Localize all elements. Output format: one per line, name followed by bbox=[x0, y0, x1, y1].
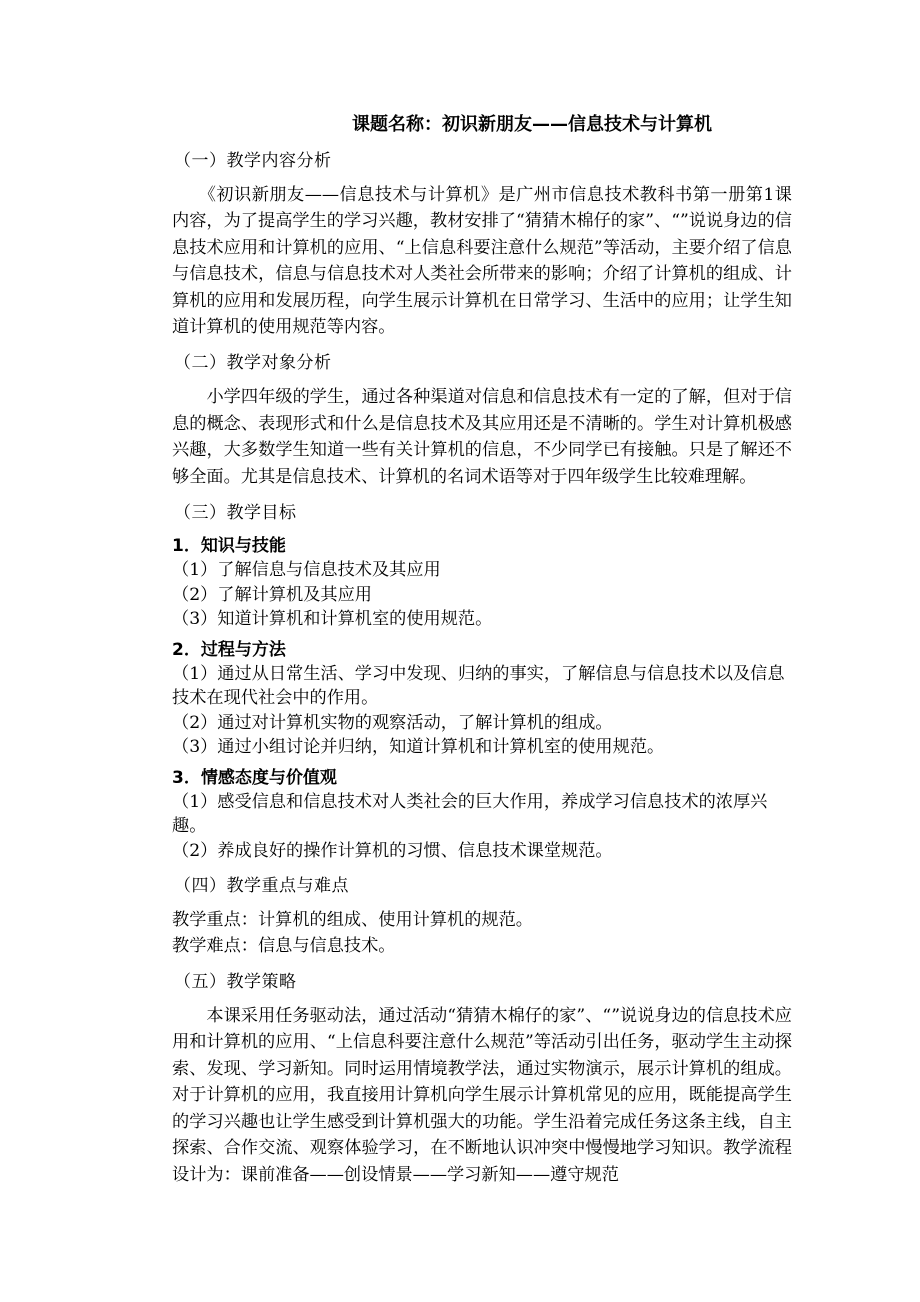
section-heading-key-points: （四）教学重点与难点 bbox=[174, 876, 349, 897]
list-item: （1）通过从日常生活、学习中发现、归纳的事实，了解信息与信息技术以及信息技术在现代社会中的作用。 bbox=[172, 663, 785, 709]
list-item: （1）感受信息和信息技术对人类社会的巨大作用，养成学习信息技术的浓厚兴趣。 bbox=[172, 791, 768, 837]
objective-group-title: 2．过程与方法 bbox=[172, 639, 286, 660]
paragraph-content-analysis bbox=[172, 182, 792, 340]
key-point-line: 教学重点：计算机的组成、使用计算机的规范。 bbox=[172, 910, 533, 931]
paragraph-student-analysis bbox=[172, 384, 792, 490]
document-body bbox=[172, 112, 792, 1188]
section-heading-student-analysis: （二）教学对象分析 bbox=[174, 353, 332, 374]
objective-group-title: 3．情感态度与价值观 bbox=[172, 767, 337, 788]
list-item: （3）通过小组讨论并归纳，知道计算机和计算机室的使用规范。 bbox=[172, 737, 665, 758]
paragraph-text: 《初识新朋友——信息技术与计算机》是广州市信息技术教科书第一册第1课内容，为了提高学生的学习兴趣，教材安排了“猜猜木棉仔的家”、“”说说身边的信息技术应用和计算机的应用、“上信息科要注意什么规范”等活动，主要介绍了信息与信息技术，信息与信息技术对人类社会所带来的影响；介绍了计算机的组成、计算机的应用和发展历程，向学生展示计算机在日常学习、生活中的应用；让学生知道计算机的使用规范等内容。 bbox=[172, 185, 792, 338]
page-title: 课题名称：初识新朋友——信息技术与计算机 bbox=[352, 114, 712, 135]
section-heading-objectives: （三）教学目标 bbox=[174, 503, 297, 524]
list-item: （3）知道计算机和计算机室的使用规范。 bbox=[172, 609, 493, 630]
list-item: （2）通过对计算机实物的观察活动，了解计算机的组成。 bbox=[172, 712, 613, 733]
section-heading-content-analysis: （一）教学内容分析 bbox=[174, 151, 332, 171]
paragraph-text: 小学四年级的学生，通过各种渠道对信息和信息技术有一定的了解，但对于信息的概念、表现形式和什么是信息技术及其应用还是不清晰的。学生对计算机极感兴趣，大多数学生知道一些有关计算机的信息，不少同学已有接触。只是了解还不够全面。尤其是信息技术、计算机的名词术语等对于四年级学生比较难理解。 bbox=[172, 387, 792, 487]
difficult-point-line: 教学难点：信息与信息技术。 bbox=[172, 936, 396, 957]
section-heading-strategy: （五）教学策略 bbox=[174, 972, 297, 993]
objective-group-title: 1．知识与技能 bbox=[172, 536, 286, 557]
paragraph-text: 本课采用任务驱动法，通过活动“猜猜木棉仔的家”、“”说说身边的信息技术应用和计算机的应用、“上信息科要注意什么规范”等活动引出任务，驱动学生主动探索、发现、学习新知。同时运用情境教学法，通过实物演示，展示计算机的组成。对于计算机的应用，我直接用计算机向学生展示计算机常见的应用，既能提高学生的学习兴趣也让学生感受到计算机强大的功能。学生沿着完成任务这条主线，自主探索、合作交流、观察体验学习，在不断地认识冲突中慢慢地学习知识。教学流程设计为：课前准备——创设情景——学习新知——遵守规范 bbox=[172, 1006, 792, 1185]
list-item: （1）了解信息与信息技术及其应用 bbox=[172, 560, 441, 581]
list-item: （2）了解计算机及其应用 bbox=[172, 584, 372, 605]
paragraph-strategy bbox=[172, 1003, 792, 1188]
list-item: （2）养成良好的操作计算机的习惯、信息技术课堂规范。 bbox=[172, 840, 613, 861]
